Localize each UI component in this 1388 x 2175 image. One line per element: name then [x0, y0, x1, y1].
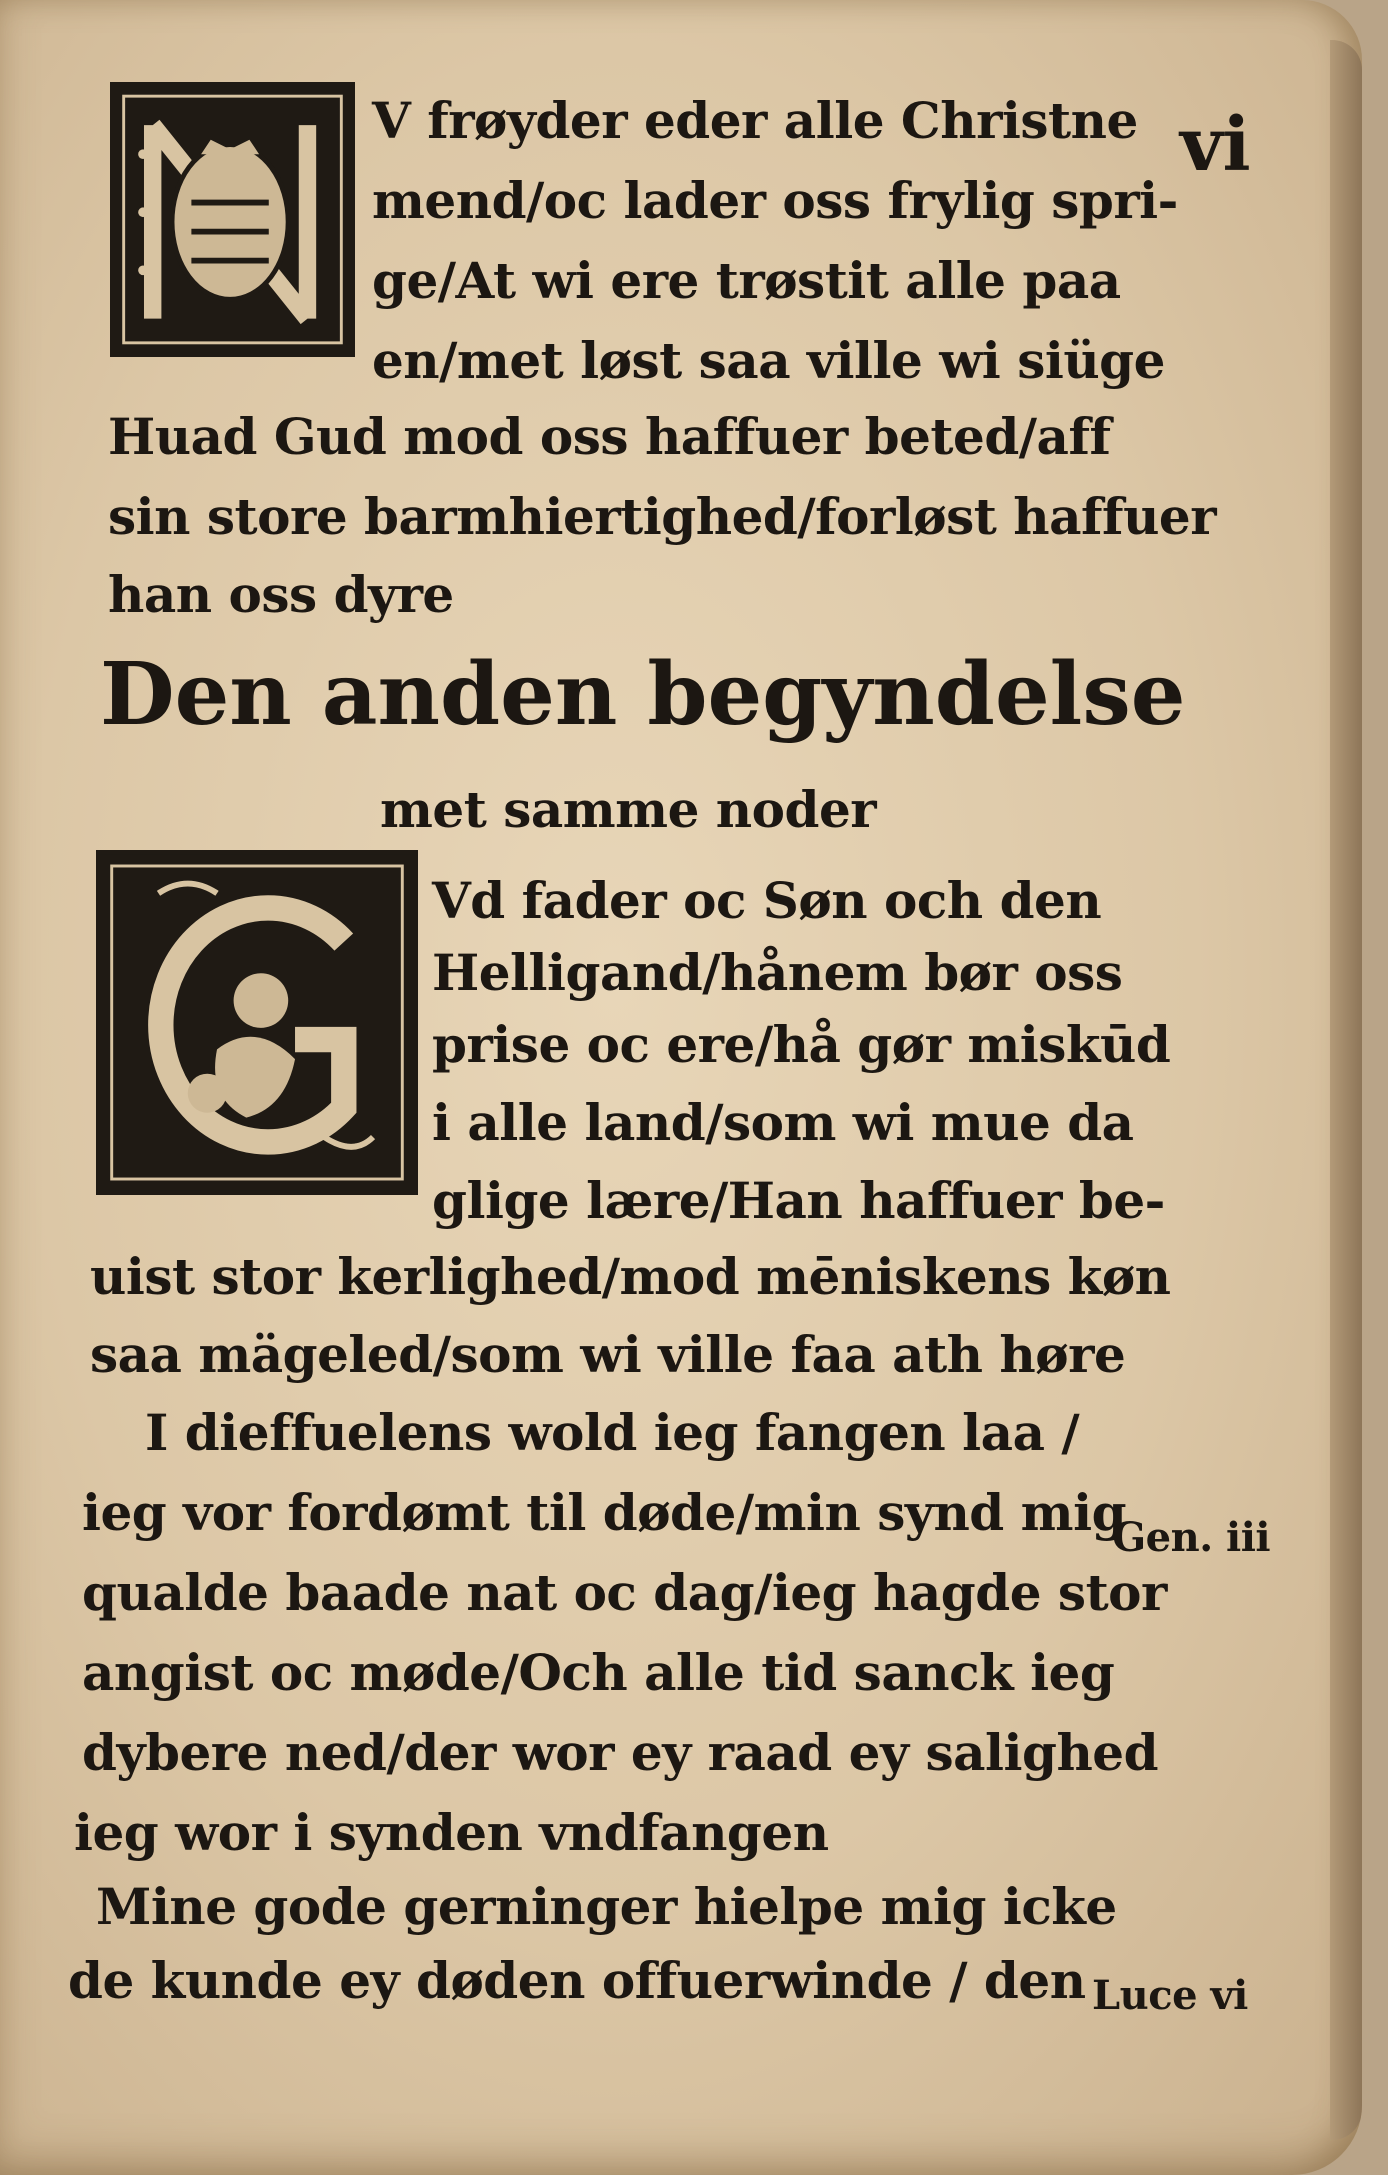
hymn2-line: dybere ned/der wor ey raad ey salighed [82, 1723, 1159, 1782]
hymn2-line: i alle land/som wi mue da [432, 1093, 1134, 1152]
hymn2-line: prise oc ere/hå gør miskūd [432, 1015, 1171, 1074]
hymn2-line: ieg wor i synden vndfangen [74, 1803, 829, 1862]
hymn1-line: ge/At wi ere trøstit alle paa [372, 251, 1121, 310]
section-subheading: met samme noder [380, 780, 877, 839]
hymn2-line: de kunde ey døden offuerwinde / den [68, 1951, 1086, 2010]
decorated-initial-n [110, 82, 355, 357]
hymn2-line: qualde baade nat oc dag/ieg hagde stor [82, 1563, 1167, 1622]
hymn2-line: Mine gode gerninger hielpe mig icke [96, 1877, 1117, 1936]
hymn2-line: Helligand/hånem bør oss [432, 943, 1123, 1002]
section-heading: Den anden begyndelse [100, 644, 1186, 745]
hymn2-line: glige lære/Han haffuer be- [432, 1171, 1165, 1230]
hymn1-line: en/met løst saa ville wi siüge [372, 331, 1165, 390]
hymn1-line: V frøyder eder alle Christne [372, 91, 1138, 150]
hymn2-line: uist stor kerlighed/mod mēniskens køn [90, 1247, 1171, 1306]
hymn1-line: mend/oc lader oss frylig spri- [372, 171, 1178, 230]
hymn1-line: Huad Gud mod oss haffuer beted/aff [108, 407, 1111, 466]
figure-initial-icon [100, 854, 414, 1191]
hymn2-line: ieg vor fordømt til døde/min synd mig [82, 1483, 1127, 1542]
hymn2-line: saa mägeled/som wi ville faa ath høre [90, 1325, 1126, 1384]
hymn2-line: Vd fader oc Søn och den [432, 871, 1102, 930]
page-edge [1330, 40, 1362, 2140]
hymn2-line: angist oc møde/Och alle tid sanck ieg [82, 1643, 1115, 1702]
decorated-initial-g [96, 850, 418, 1195]
hymn1-line: han oss dyre [108, 565, 454, 624]
hymn2-line: I dieffuelens wold ieg fangen laa / [145, 1403, 1080, 1462]
margin-note-genesis: Gen. iii [1112, 1514, 1271, 1561]
margin-note-luke: Luce vi [1092, 1972, 1248, 2019]
folio-number: vi [1180, 102, 1251, 188]
hymn1-line: sin store barmhiertighed/forløst haffuer [108, 487, 1217, 546]
crest-initial-icon [114, 86, 351, 353]
